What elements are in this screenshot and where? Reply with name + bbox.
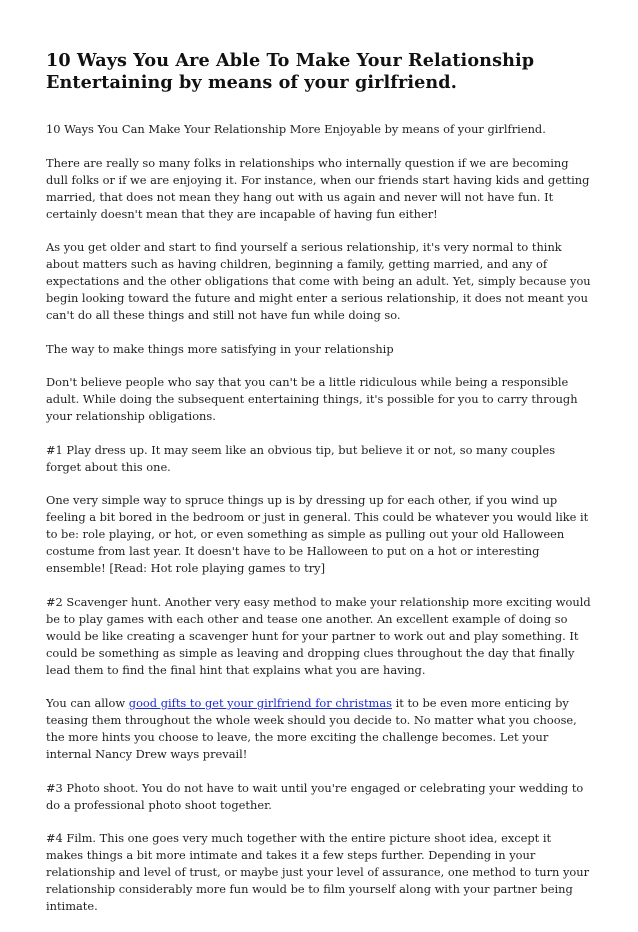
- gift-ideas-link[interactable]: good gifts to get your girlfriend for christmas: [128, 696, 392, 710]
- paragraph-tip-3: #3 Photo shoot. You do not have to wait until you're engaged or celebrating your wedding to do a professional photo shoot together.: [46, 780, 584, 812]
- paragraph-dress-up: One very simple way to spruce things up is by dressing up for each other, if you wind up feeling a bit bored in the bedroom or just in general. This could be whatever you would like it to be: role playing, or hot, or even something as simple as pulling out your old Halloween costume from last year. It doesn't have to be Halloween to put on a hot or interesting ensemble! [Read: Hot role playing games to try]: [46, 493, 589, 575]
- paragraph-tip-1: #1 Play dress up. It may seem like an obvious tip, but believe it or not, so many couples forget about this one.: [46, 442, 556, 474]
- document-title: 10 Ways You Are Able To Make Your Relationship Entertaining by means of your girlfriend.: [46, 50, 535, 93]
- paragraph-tip-4: #4 Film. This one goes very much together with the entire picture shoot idea, except it makes things a bit more intimate and takes it a few steps further. Depending in your relationship and level of trust, or maybe just your level of assurance, one method to turn your relationship considerably more fun would be to film yourself along with your partner being intimate.: [46, 831, 590, 913]
- paragraph-responsible-adult: Don't believe people who say that you can't be a little ridiculous while being a responsible adult. While doing the subsequent entertaining things, it's possible for you to carry through your relationship obligations.: [46, 375, 578, 423]
- paragraph-dull-folks: There are really so many folks in relationships who internally question if we are becoming dull folks or if we are enjoying it. For instance, when our friends start having kids and getting married, that does not mean they hang out with us again and never will not have fun. It certainly doesn't mean that they are incapable of having fun either!: [46, 155, 590, 221]
- paragraph-intro: 10 Ways You Can Make Your Relationship More Enjoyable by means of your girlfriend.: [46, 122, 546, 136]
- paragraph-with-link: [46, 695, 591, 763]
- paragraph-tip-2: #2 Scavenger hunt. Another very easy method to make your relationship more exciting would be to play games with each other and tease one another. An excellent example of doing so would be like creating a scavenger hunt for your partner to work out and play something. It could be something as simple as leaving and dropping clues throughout the day that finally lead them to find the final hint that explains what you are having.: [46, 594, 591, 677]
- paragraph-subheading: The way to make things more satisfying in your relationship: [46, 341, 394, 356]
- link-paragraph-after: it to be even more enticing by teasing them throughout the whole week should you decide to. No matter what you choose, the more hints you choose to leave, the more exciting the challenge becomes. Let your internal Nancy Drew ways prevail!: [46, 696, 577, 761]
- document-body: [46, 50, 591, 932]
- paragraph-serious-relationship: As you get older and start to find yourself a serious relationship, it's very normal to think about matters such as having children, beginning a family, getting married, and any of expectations and the other obligations that come with being an adult. Yet, simply because you begin looking toward the future and might enter a serious relationship, it does not meant you can't do all these things and still not have fun while doing so.: [46, 240, 591, 322]
- link-paragraph-before: You can allow: [46, 696, 129, 710]
